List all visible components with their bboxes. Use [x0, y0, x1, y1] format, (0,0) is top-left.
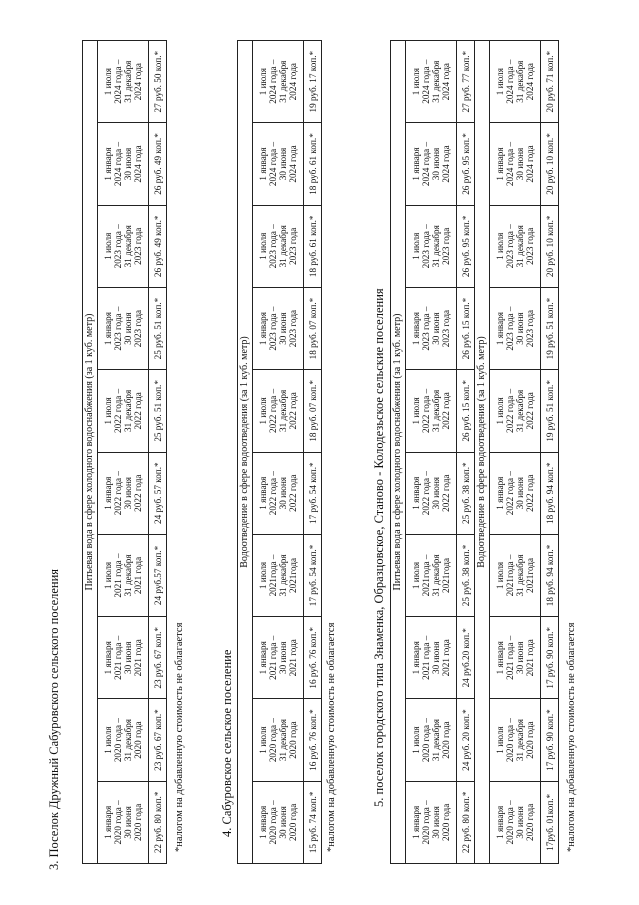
period-line: 1 января — [495, 641, 505, 675]
period-cell — [253, 205, 304, 287]
period-line: 30 июня — [515, 147, 525, 181]
period-line: 31 декабря — [431, 554, 441, 597]
section-3-table — [82, 40, 167, 864]
period-line: 1 января — [411, 641, 421, 675]
period-cell — [406, 287, 457, 369]
period-line: 2022 года – — [421, 471, 431, 516]
period-cell — [253, 781, 304, 863]
price-cell: 26 руб. 95 коп.* — [457, 205, 475, 287]
period-line: 2022 года — [441, 392, 451, 430]
period-line: 2023 года – — [113, 224, 123, 269]
period-line: 2021 года – — [505, 635, 515, 680]
period-line: 2020 года — [133, 803, 143, 841]
period-line: 2020 года – — [421, 800, 431, 845]
period-line: 1 июля — [411, 726, 421, 754]
period-cell — [406, 617, 457, 699]
period-line: 1 января — [411, 476, 421, 510]
period-line: 2020 года — [441, 803, 451, 841]
period-line: 30 июня — [515, 806, 525, 839]
period-line: 2023 года – — [113, 306, 123, 351]
price-cell: 17 руб. 54 коп.* — [304, 534, 322, 616]
table-header: Питьевая вода в сфере холодного водоснабжения (за 1 куб. метр) — [83, 41, 98, 864]
period-line: 31 декабря — [123, 225, 133, 268]
period-line: 1 июля — [495, 561, 505, 590]
period-line: 1 июля — [258, 232, 268, 260]
period-line: 1 января — [495, 312, 505, 346]
period-line: 1 января — [103, 476, 113, 510]
price-cell: 26 руб. 15 коп.* — [457, 287, 475, 369]
period-row — [490, 41, 541, 864]
period-line: 1 января — [411, 147, 421, 181]
period-line: 31 декабря — [515, 225, 525, 268]
period-line: 1 июля — [411, 561, 421, 590]
period-line: 30 июня — [431, 312, 441, 345]
price-cell: 23 руб. 67 коп.* — [149, 699, 167, 781]
period-cell — [490, 699, 541, 781]
price-cell: 25 руб. 38 коп.* — [457, 534, 475, 616]
price-cell: 17 руб. 90 коп.* — [541, 617, 559, 699]
price-row — [457, 41, 475, 864]
period-line: 2024 года — [441, 63, 451, 101]
period-line: 2023 года – — [268, 224, 278, 269]
period-line: 1 января — [495, 805, 505, 839]
period-line: 1 июля — [495, 232, 505, 260]
period-line: 1 июля — [103, 68, 113, 96]
price-cell: 18 руб. 94 коп.* — [541, 452, 559, 534]
period-line: 1 января — [258, 805, 268, 839]
period-cell — [490, 617, 541, 699]
period-cell — [406, 205, 457, 287]
period-line: 2022 года – — [421, 388, 431, 433]
period-line: 1 января — [103, 641, 113, 675]
period-line: 31 декабря — [431, 225, 441, 268]
period-line: 2020 года – — [505, 800, 515, 845]
price-cell: 20 руб. 71 коп.* — [541, 41, 559, 123]
period-line: 2022 года – — [505, 388, 515, 433]
period-line: 2020 года – — [113, 800, 123, 845]
period-line: 2023 года — [133, 309, 143, 348]
period-line: 30 июня — [123, 312, 133, 345]
price-cell: 22 руб. 80 коп.* — [149, 781, 167, 863]
section-3-footnote: *налогом на добавленную стоимость не облагается — [174, 622, 185, 852]
period-line: 2024 года — [288, 145, 298, 183]
price-cell: 19 руб. 51 коп.* — [541, 287, 559, 369]
period-line: 31 декабря — [278, 718, 288, 762]
price-row — [149, 41, 167, 864]
period-line: 2023 года – — [421, 306, 431, 351]
period-line: 2023 года — [525, 309, 535, 348]
period-line: 2020 года — [525, 721, 535, 759]
price-cell: 18 руб. 07 коп.* — [304, 287, 322, 369]
period-line: 31 декабря — [278, 225, 288, 268]
period-line: 1 июля — [495, 68, 505, 96]
period-line: 31 декабря — [278, 554, 288, 597]
sewer-table-header: Водоотведение в сфере водоотведения (за 1 куб. метр) — [475, 41, 490, 864]
period-line: 30 июня — [278, 476, 288, 510]
period-line: 2024 года – — [421, 141, 431, 187]
price-cell: 26 руб. 15 коп.* — [457, 370, 475, 452]
period-line: 2024 года – — [421, 59, 431, 104]
period-cell — [98, 452, 149, 534]
period-cell — [253, 123, 304, 205]
price-cell: 18 руб. 94 коп.* — [541, 534, 559, 616]
price-cell: 24 руб.57 коп.* — [149, 534, 167, 616]
period-line: 2024 года — [133, 63, 143, 101]
period-line: 2021 года – — [421, 635, 431, 680]
period-row — [253, 41, 304, 864]
price-cell: 25 руб. 38 коп.* — [457, 452, 475, 534]
period-line: 2022 года – — [113, 388, 123, 433]
period-line: 2020 года – — [113, 717, 123, 763]
period-cell — [253, 617, 304, 699]
period-line: 2020 года — [525, 803, 535, 841]
price-cell: 17руб. 01коп.* — [541, 781, 559, 863]
period-line: 2024 года – — [505, 59, 515, 104]
table-header: Водоотведение в сфере водоотведения (за 1 куб. метр) — [238, 41, 253, 864]
period-line: 1 июля — [258, 68, 268, 96]
period-line: 2022 года – — [268, 471, 278, 516]
period-row — [98, 41, 149, 864]
price-cell: 18 руб. 61 коп.* — [304, 205, 322, 287]
price-cell: 25 руб. 51 коп.* — [149, 287, 167, 369]
period-cell — [98, 370, 149, 452]
period-line: 30 июня — [123, 641, 133, 674]
period-cell — [406, 781, 457, 863]
period-line: 2022 года — [525, 474, 535, 512]
period-line: 1 июля — [258, 561, 268, 590]
period-line: 31 декабря — [431, 389, 441, 432]
period-line: 30 июня — [278, 312, 288, 345]
period-line: 1 января — [495, 476, 505, 510]
period-line: 2023 года — [133, 227, 143, 265]
period-line: 2024 года — [525, 63, 535, 101]
section-5-table — [390, 40, 559, 864]
price-row — [304, 41, 322, 864]
period-cell — [98, 699, 149, 781]
period-line: 30 июня — [278, 147, 288, 181]
period-cell — [490, 41, 541, 123]
price-cell: 27 руб. 50 коп.* — [149, 41, 167, 123]
period-cell — [98, 617, 149, 699]
price-cell: 16 руб. 76 коп.* — [304, 699, 322, 781]
period-line: 2021 года — [525, 639, 535, 677]
period-line: 2023 года — [288, 227, 298, 265]
period-line: 1 января — [103, 147, 113, 181]
section-4-title: 4. Сабуровское сельское поселение — [220, 649, 234, 837]
period-line: 1 июля — [411, 68, 421, 96]
period-cell — [490, 370, 541, 452]
period-line: 2021года – — [268, 554, 278, 597]
period-line: 1 июля — [411, 232, 421, 260]
period-line: 2020 года — [288, 721, 298, 759]
period-line: 30 июня — [123, 806, 133, 839]
period-cell — [253, 699, 304, 781]
period-line: 1 июля — [258, 726, 268, 754]
period-line: 31 декабря — [431, 60, 441, 103]
price-row — [541, 41, 559, 864]
period-line: 2022 года – — [113, 471, 123, 516]
period-line: 1 июля — [411, 397, 421, 425]
period-cell — [406, 452, 457, 534]
period-line: 1 июля — [495, 397, 505, 425]
price-cell: 15 руб. 74 коп.* — [304, 781, 322, 863]
period-line: 2021 года — [133, 639, 143, 677]
period-line: 2022 года — [525, 392, 535, 430]
period-cell — [98, 781, 149, 863]
period-line: 2024 года — [525, 145, 535, 183]
period-line: 31 декабря — [123, 389, 133, 432]
period-line: 1 января — [258, 147, 268, 181]
period-line: 2020 года — [441, 721, 451, 759]
price-cell: 17 руб. 90 коп.* — [541, 699, 559, 781]
period-line: 30 июня — [431, 806, 441, 839]
section-5-title: 5. поселок городского типа Знаменка, Образцовское, Станово - Колодезьское сельские поселения — [372, 288, 386, 807]
period-line: 31 декабря — [515, 718, 525, 762]
period-cell — [406, 123, 457, 205]
period-cell — [490, 781, 541, 863]
period-line: 2021года – — [421, 554, 431, 597]
period-cell — [253, 287, 304, 369]
period-line: 2022 года — [288, 392, 298, 430]
period-line: 31 декабря — [123, 718, 133, 762]
price-cell: 24 руб. 57 коп.* — [149, 452, 167, 534]
period-line: 2022 года – — [268, 388, 278, 433]
period-line: 2021года — [441, 557, 451, 593]
period-cell — [490, 534, 541, 616]
period-line: 2023 года — [525, 227, 535, 265]
price-cell: 22 руб. 80 коп.* — [457, 781, 475, 863]
period-line: 1 июля — [103, 232, 113, 260]
period-line: 31 декабря — [515, 554, 525, 597]
price-cell: 18 руб. 61 коп.* — [304, 123, 322, 205]
period-line: 2024 года – — [505, 141, 515, 187]
period-line: 30 июня — [431, 641, 441, 674]
period-line: 30 июня — [515, 476, 525, 510]
period-line: 30 июня — [278, 641, 288, 674]
period-line: 31 декабря — [515, 60, 525, 103]
period-line: 2022 года – — [505, 471, 515, 516]
period-cell — [406, 534, 457, 616]
period-line: 30 июня — [515, 312, 525, 345]
period-line: 2024 года – — [268, 59, 278, 104]
period-cell — [98, 287, 149, 369]
price-cell: 19 руб. 51 коп.* — [541, 370, 559, 452]
period-line: 2023 года – — [421, 224, 431, 269]
period-line: 30 июня — [123, 147, 133, 181]
period-line: 2023 года – — [505, 224, 515, 269]
period-cell — [406, 699, 457, 781]
period-line: 1 января — [258, 476, 268, 510]
section-4-footnote: *налогом на добавленную стоимость не облагается — [326, 622, 337, 852]
period-line: 2024 года — [133, 145, 143, 183]
price-cell: 26 руб. 49 коп.* — [149, 123, 167, 205]
period-line: 2022 года — [288, 474, 298, 512]
period-line: 2020 года — [288, 803, 298, 841]
price-cell: 19 руб. 17 коп.* — [304, 41, 322, 123]
period-line: 2021 года – — [268, 635, 278, 680]
period-line: 2021года — [525, 557, 535, 593]
period-line: 2023 года – — [268, 306, 278, 351]
price-cell: 20 руб. 10 коп.* — [541, 123, 559, 205]
period-line: 30 июня — [123, 476, 133, 510]
period-line: 2024 года — [441, 145, 451, 183]
document-page — [22, 12, 617, 892]
period-line: 1 января — [495, 147, 505, 181]
period-line: 2021 года – — [113, 635, 123, 680]
period-line: 30 июня — [431, 476, 441, 510]
period-cell — [490, 452, 541, 534]
price-cell: 18 руб. 07 коп.* — [304, 370, 322, 452]
period-line: 2023 года – — [505, 306, 515, 351]
period-line: 2020 года – — [268, 800, 278, 845]
period-cell — [490, 123, 541, 205]
period-cell — [98, 123, 149, 205]
period-line: 2020 года – — [505, 717, 515, 763]
period-line: 31 декабря — [278, 389, 288, 432]
table-header-row — [83, 41, 98, 864]
period-line: 31 декабря — [123, 60, 133, 103]
price-cell: 16 руб. 76 коп.* — [304, 617, 322, 699]
period-line: 2024 года – — [113, 141, 123, 187]
period-cell — [98, 205, 149, 287]
period-cell — [490, 287, 541, 369]
period-cell — [253, 534, 304, 616]
period-line: 2021 года — [288, 639, 298, 677]
period-line: 1 января — [258, 312, 268, 346]
period-line: 2024 года – — [268, 141, 278, 187]
water-table-header: Питьевая вода в сфере холодного водоснабжения (за 1 куб. метр) — [391, 41, 406, 864]
period-line: 2020 года — [133, 721, 143, 759]
period-line: 2022 года — [133, 392, 143, 430]
period-line: 2022 года — [133, 474, 143, 512]
period-cell — [490, 205, 541, 287]
period-line: 2021 года – — [113, 553, 123, 598]
period-line: 2021 года — [441, 639, 451, 677]
period-line: 1 июля — [103, 726, 113, 754]
section-3-title: 3. Поселок Дружный Сабуровского сельского поселения — [47, 568, 61, 870]
period-cell — [253, 370, 304, 452]
period-line: 2024 года — [288, 63, 298, 101]
price-cell: 26 руб. 49 коп.* — [149, 205, 167, 287]
period-line: 1 января — [258, 641, 268, 675]
period-cell — [98, 534, 149, 616]
period-line: 1 июля — [103, 397, 113, 425]
section-5-footnote: *налогом на добавленную стоимость не облагается — [566, 622, 577, 852]
period-line: 30 июня — [515, 641, 525, 674]
period-line: 1 января — [103, 805, 113, 839]
period-line: 2022 года — [441, 474, 451, 512]
period-line: 31 декабря — [515, 389, 525, 432]
period-line: 2023 года — [441, 227, 451, 265]
period-line: 30 июня — [278, 806, 288, 839]
price-cell: 27 руб. 77 коп.* — [457, 41, 475, 123]
period-line: 1 января — [411, 312, 421, 346]
period-line: 2021года — [288, 557, 298, 593]
period-line: 2024 года – — [113, 59, 123, 104]
period-row — [406, 41, 457, 864]
price-cell: 25 руб. 51 коп.* — [149, 370, 167, 452]
period-line: 30 июня — [431, 147, 441, 181]
period-cell — [406, 370, 457, 452]
price-cell: 20 руб. 10 коп.* — [541, 205, 559, 287]
period-line: 1 июля — [103, 561, 113, 590]
period-line: 31 декабря — [431, 718, 441, 762]
period-cell — [253, 452, 304, 534]
period-line: 2020 года – — [421, 717, 431, 763]
period-cell — [253, 41, 304, 123]
period-line: 2023 года — [288, 309, 298, 348]
period-line: 31 декабря — [123, 554, 133, 597]
period-line: 2021 года — [133, 556, 143, 595]
period-line: 1 июля — [258, 397, 268, 425]
price-cell: 17 руб. 54 коп.* — [304, 452, 322, 534]
period-line: 2023 года — [441, 309, 451, 348]
price-cell: 24 руб.20 коп.* — [457, 617, 475, 699]
table-header-row — [238, 41, 253, 864]
period-cell — [406, 41, 457, 123]
period-line: 1 января — [103, 312, 113, 346]
water-table-header-row — [391, 41, 406, 864]
price-cell: 26 руб. 95 коп.* — [457, 123, 475, 205]
period-cell — [98, 41, 149, 123]
period-line: 31 декабря — [278, 60, 288, 103]
period-line: 2020 года – — [268, 717, 278, 763]
price-cell: 24 руб. 20 коп.* — [457, 699, 475, 781]
period-line: 1 июля — [495, 726, 505, 754]
sewer-table-header-row — [475, 41, 490, 864]
period-line: 1 января — [411, 805, 421, 839]
price-cell: 23 руб. 67 коп.* — [149, 617, 167, 699]
period-line: 2021года – — [505, 554, 515, 597]
section-4-table — [237, 40, 322, 864]
